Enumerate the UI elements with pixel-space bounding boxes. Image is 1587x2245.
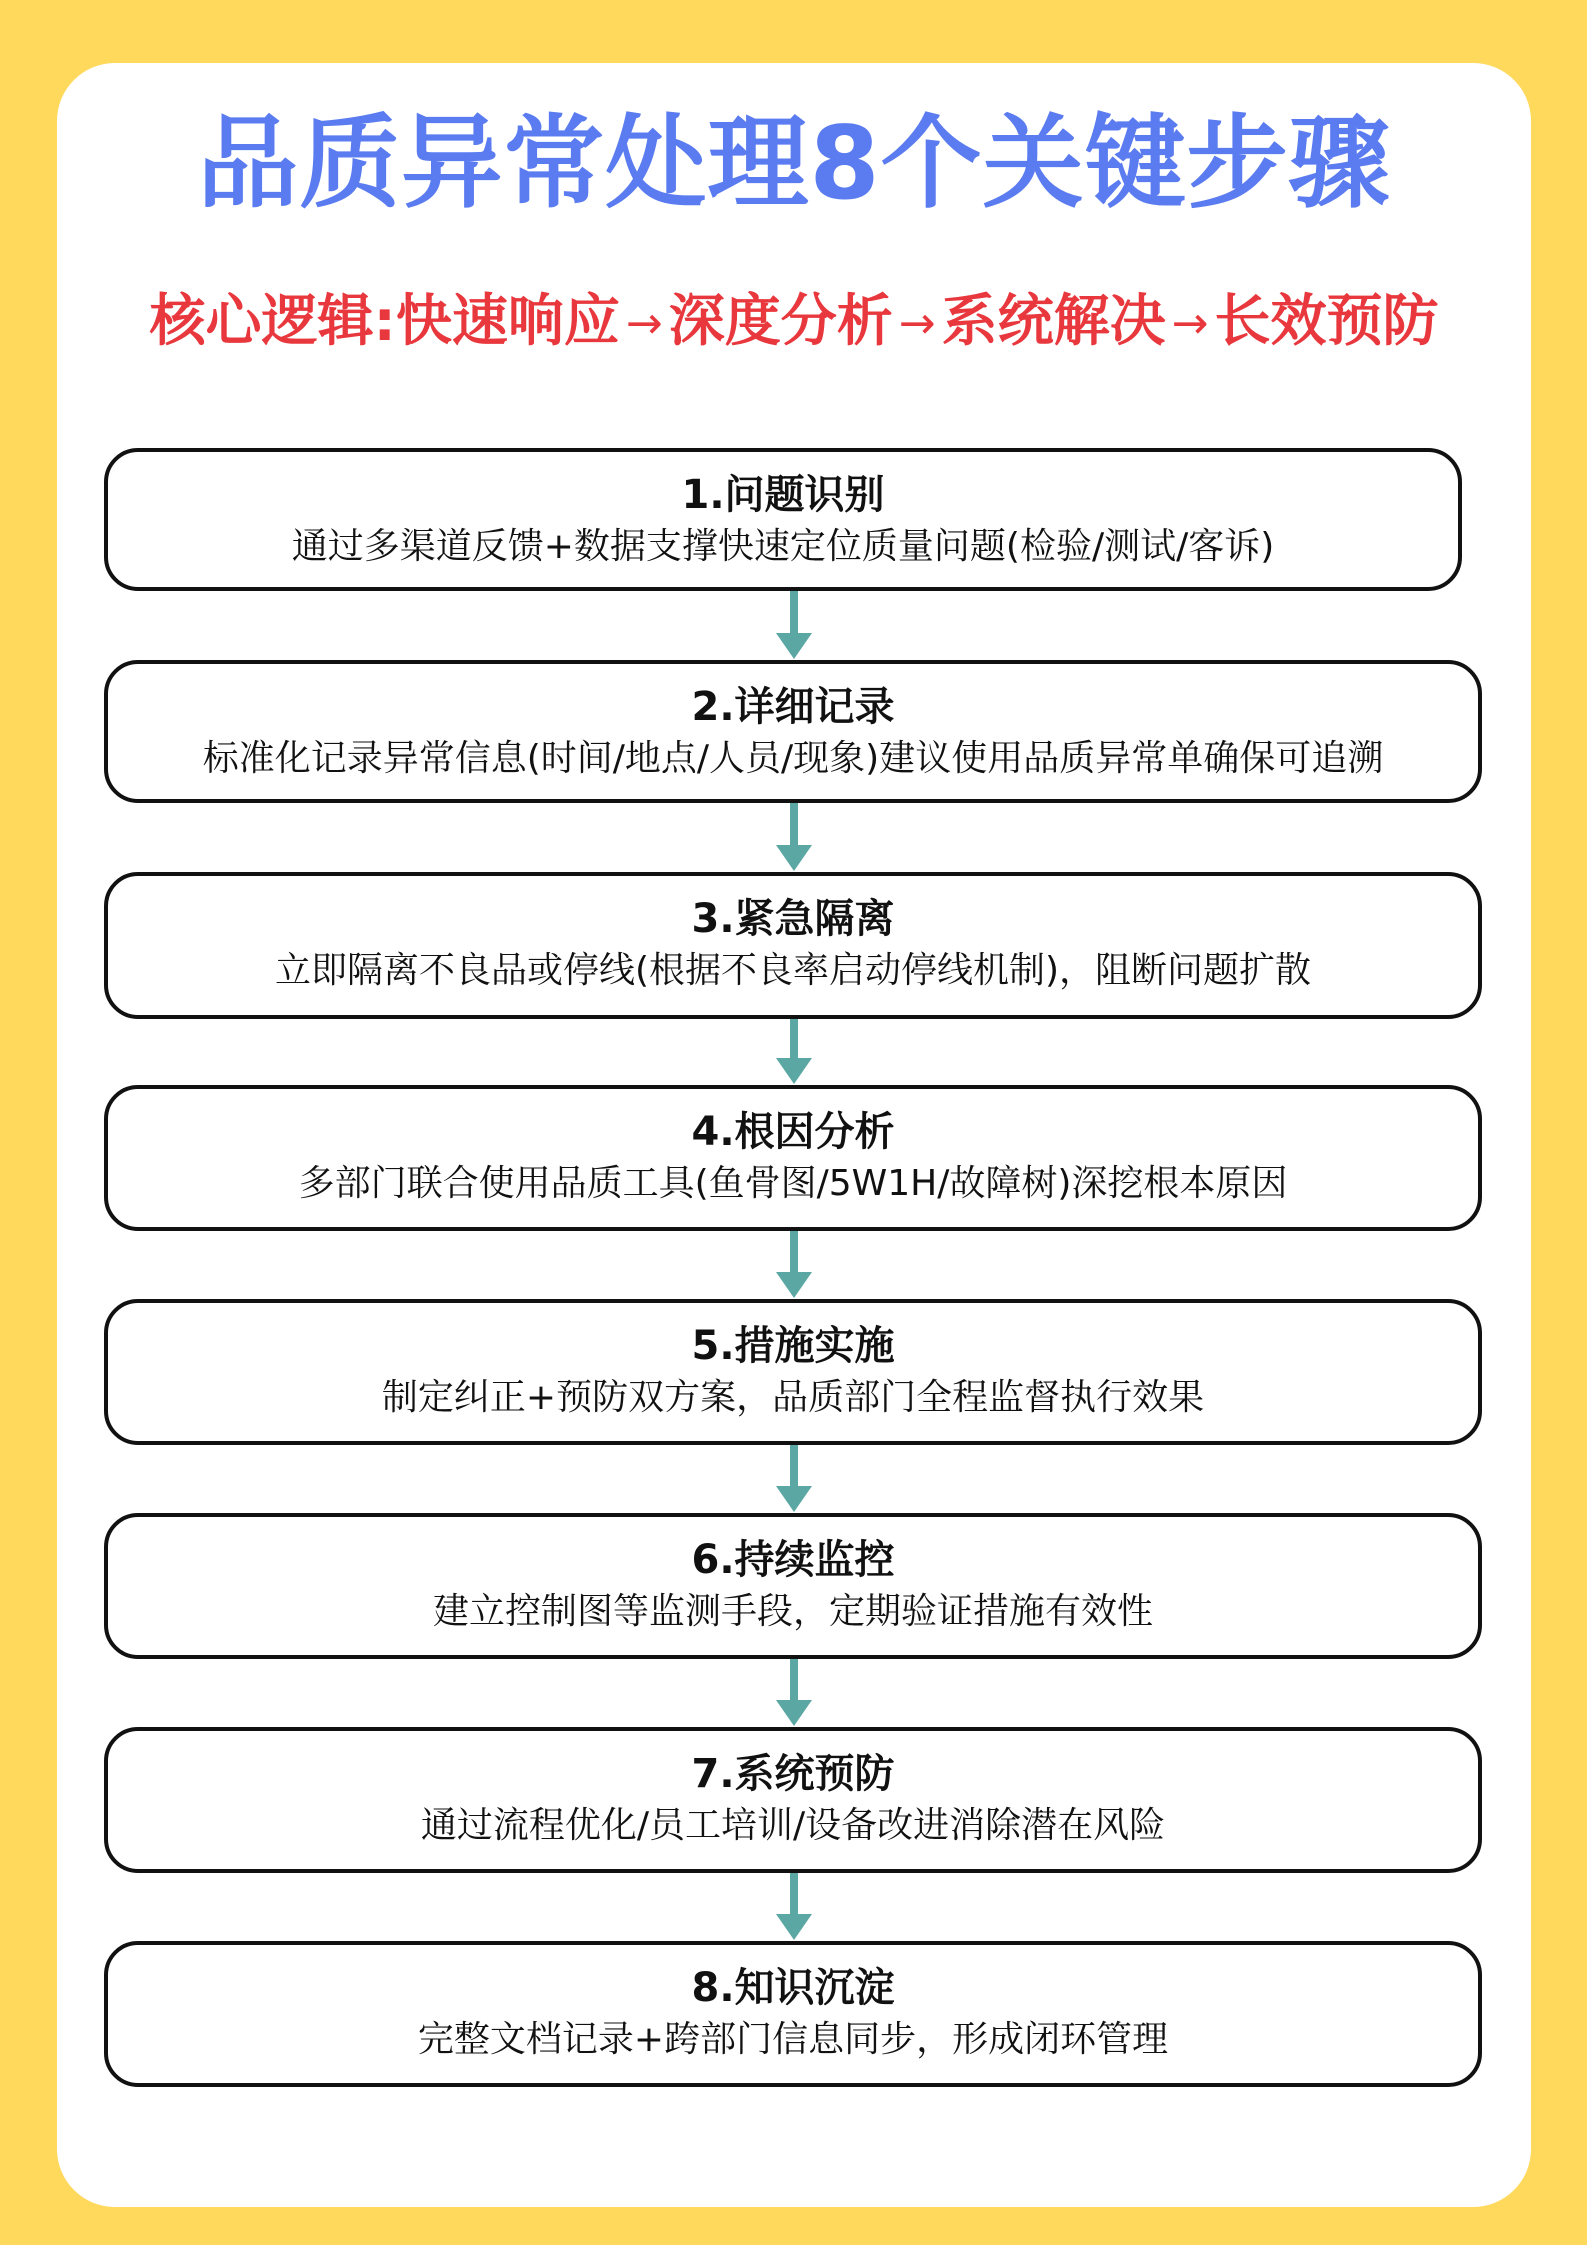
arrow-right-icon: →: [1171, 298, 1209, 349]
arrow-right-icon: →: [898, 298, 936, 349]
page-title: 品质异常处理8个关键步骤: [197, 104, 1391, 222]
step-title: 7.系统预防: [691, 1751, 895, 1797]
step-title: 1.问题识别: [681, 472, 885, 518]
step-box-4: [104, 1085, 1482, 1231]
step-description: 完整文档记录+跨部门信息同步，形成闭环管理: [417, 2019, 1169, 2060]
core-logic-label: 核心逻辑:: [149, 289, 396, 354]
phase-label: 长效预防: [1214, 289, 1439, 354]
step-description: 制定纠正+预防双方案，品质部门全程监督执行效果: [381, 1377, 1205, 1418]
step-title: 6.持续监控: [691, 1537, 895, 1583]
down-arrow-icon: [772, 1019, 816, 1085]
step-box-6: [104, 1513, 1482, 1659]
phase-label: 深度分析: [668, 289, 893, 354]
step-box-1: [104, 448, 1462, 591]
step-box-3: [104, 872, 1482, 1019]
step-title: 8.知识沉淀: [691, 1965, 895, 2011]
step-description: 通过多渠道反馈+数据支撑快速定位质量问题(检验/测试/客诉): [291, 526, 1275, 567]
step-box-5: [104, 1299, 1482, 1445]
step-title: 5.措施实施: [691, 1323, 895, 1369]
phase-label: 快速响应: [395, 289, 620, 354]
down-arrow-icon: [772, 1659, 816, 1727]
step-description: 立即隔离不良品或停线(根据不良率启动停线机制)，阻断问题扩散: [274, 950, 1312, 991]
arrow-right-icon: →: [625, 298, 663, 349]
down-arrow-icon: [772, 1873, 816, 1941]
step-title: 3.紧急隔离: [691, 896, 895, 942]
down-arrow-icon: [772, 591, 816, 660]
step-description: 标准化记录异常信息(时间/地点/人员/现象)建议使用品质异常单确保可追溯: [202, 738, 1384, 779]
step-description: 通过流程优化/员工培训/设备改进消除潜在风险: [420, 1805, 1166, 1846]
core-logic-subtitle: [57, 282, 1531, 364]
step-description: 多部门联合使用品质工具(鱼骨图/5W1H/故障树)深挖根本原因: [298, 1163, 1288, 1204]
step-description: 建立控制图等监测手段，定期验证措施有效性: [432, 1591, 1153, 1632]
step-title: 4.根因分析: [691, 1109, 895, 1155]
step-box-2: [104, 660, 1482, 803]
down-arrow-icon: [772, 1445, 816, 1513]
down-arrow-icon: [772, 1231, 816, 1299]
step-box-8: [104, 1941, 1482, 2087]
step-title: 2.详细记录: [691, 684, 895, 730]
phase-label: 系统解决: [941, 289, 1166, 354]
down-arrow-icon: [772, 803, 816, 872]
step-box-7: [104, 1727, 1482, 1873]
